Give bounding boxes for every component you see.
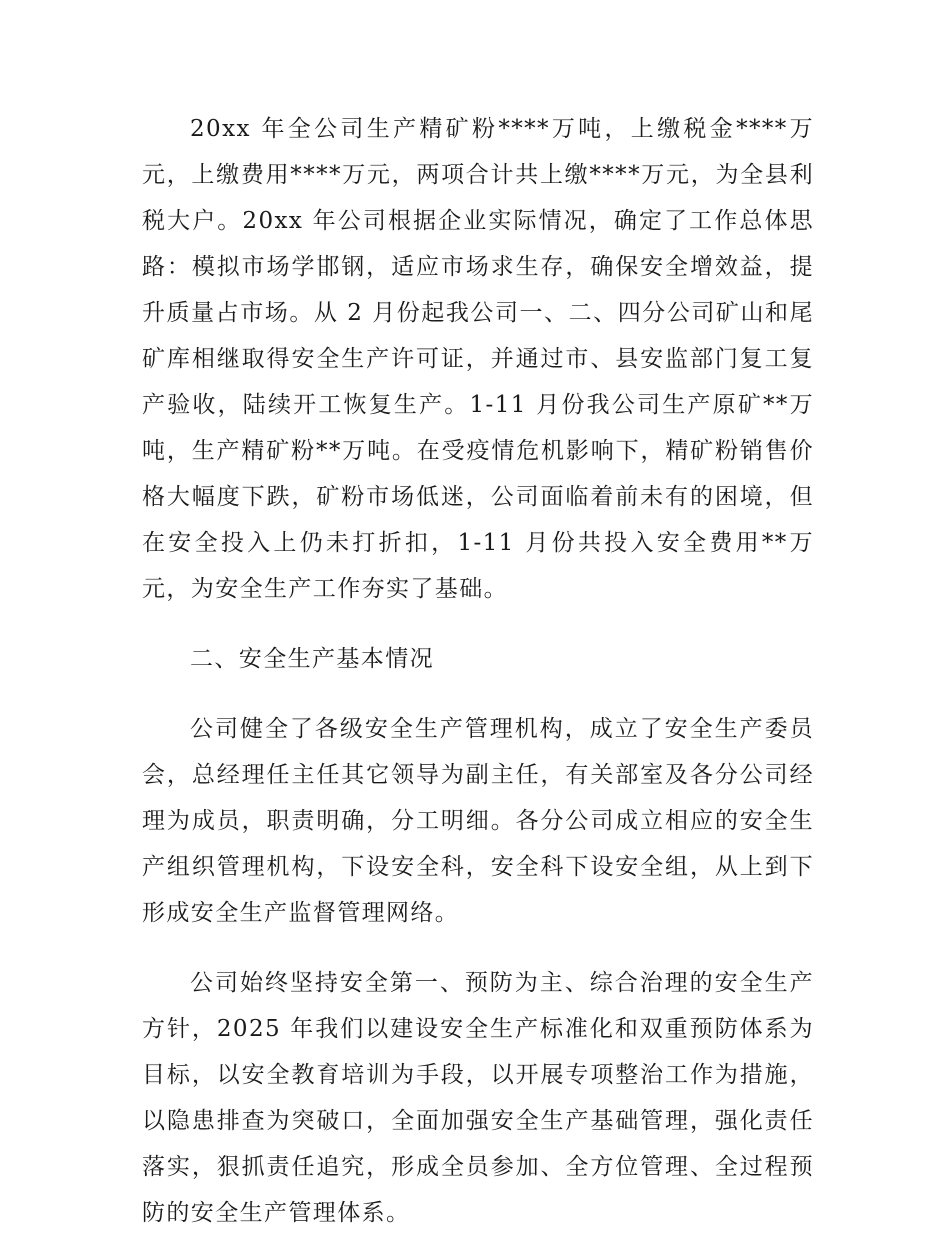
paragraph-safety-policy: 公司始终坚持安全第一、预防为主、综合治理的安全生产方针，2025 年我们以建设安全生产标准化和双重预防体系为目标，以安全教育培训为手段，以开展专项整治工作为措施，以隐患排查为突破口，全面加强安全生产基础管理，强化责任落实，狠抓责任追究，形成全员参加、全方位管理、全过程预防的安全生产管理体系。 (142, 970, 814, 1226)
paragraph-production-summary: 20xx 年全公司生产精矿粉****万吨，上缴税金****万元，上缴费用****万元，两项合计共上缴****万元，为全县利税大户。20xx 年公司根据企业实际情况，确定了工作总体思路：模拟市场学邯钢，适应市场求生存，确保安全增效益，提升质量占市场。从 2 月份起我公司一、二、四分公司矿山和尾矿库相继取得安全生产许可证，并通过市、县安监部门复工复产验收，陆续开工恢复生产。1-11 月份我公司生产原矿**万吨，生产精矿粉**万吨。在受疫情危机影响下，精矿粉销售价格大幅度下跌，矿粉市场低迷，公司面临着前未有的困境，但在安全投入上仍未打折扣，1-11 月份共投入安全费用**万元，为安全生产工作夯实了基础。 (142, 116, 814, 602)
document-body (142, 106, 814, 1236)
paragraph-safety-organization: 公司健全了各级安全生产管理机构，成立了安全生产委员会，总经理任主任其它领导为副主任，有关部室及各分公司经理为成员，职责明确，分工明细。各分公司成立相应的安全生产组织管理机构，下设安全科，安全科下设安全组，从上到下形成安全生产监督管理网络。 (142, 716, 814, 926)
section-heading-safety-basics: 二、安全生产基本情况 (190, 646, 434, 672)
